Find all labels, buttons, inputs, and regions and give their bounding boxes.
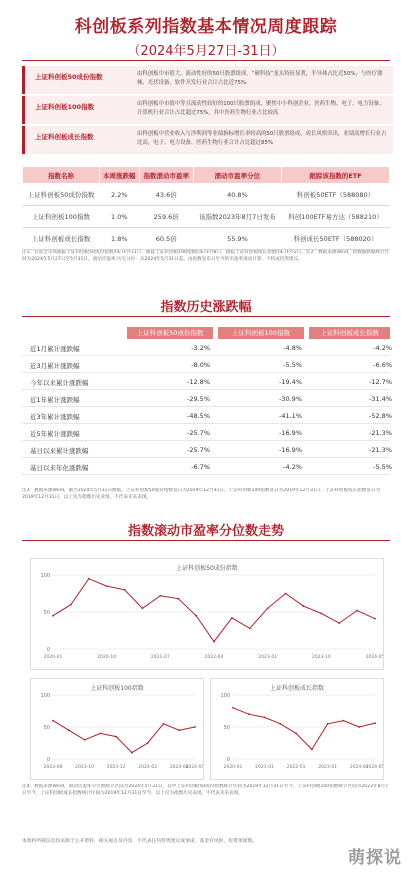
history-row (22, 358, 390, 373)
cell: 55.9% (193, 228, 281, 250)
history-row-label: 近1年累计涨跌幅 (30, 396, 80, 404)
table-row (23, 206, 390, 228)
x-tick-label: 2020-01 (43, 655, 63, 660)
x-tick-label: 2020-10 (97, 655, 117, 660)
cell: 2.2% (99, 184, 139, 206)
summary-table (22, 166, 390, 250)
data-point (124, 589, 126, 591)
history-value: -4.8% (283, 344, 302, 352)
history-value: -12.8% (187, 378, 210, 386)
x-tick-label: 2022-01 (286, 765, 306, 770)
divider (22, 60, 390, 61)
cell: 科创板50ETF（588080） (282, 184, 390, 206)
th-pe: 指数滚动市盈率 (139, 167, 193, 184)
history-row (22, 409, 390, 424)
index-desc: 由科创板中市值大、流动性好的50只股票组成，“硬科技”龙头特征显著，半导体占比近50%，与医疗器械、光伏设备、软件开发行业合计占比近75% (137, 71, 383, 86)
history-columns (22, 327, 390, 339)
x-tick-label: 2023-01 (318, 765, 338, 770)
index-name: 上证科创板100指数 (35, 103, 95, 111)
history-row-label: 近3年累计涨跌幅 (30, 413, 80, 421)
history-value: -19.4% (279, 378, 302, 386)
y-tick-label: 0 (46, 757, 50, 763)
th-etf: 跟踪该指数的ETF (282, 167, 390, 184)
cell: 1.8% (99, 228, 139, 250)
series-line (53, 721, 195, 753)
history-value: -31.4% (369, 395, 392, 403)
chart-title: 上证科创板50成份指数 (176, 565, 238, 572)
cell: 40.8% (193, 184, 281, 206)
x-tick-label: 2024-02 (138, 765, 158, 770)
cell: 科创100ETF易方达（588210） (282, 206, 390, 228)
data-point (163, 723, 165, 725)
data-point (52, 720, 54, 722)
divider (22, 540, 390, 541)
y-tick-label: 50 (43, 610, 50, 616)
index-intro-50 (22, 66, 393, 94)
col-head: 上证科创板100指数 (218, 327, 304, 339)
index-name: 上证科创板成长指数 (35, 133, 94, 141)
history-value: -52.8% (369, 412, 392, 420)
history-value: -4.2% (283, 463, 302, 471)
data-point (99, 733, 101, 735)
chart-title: 上证科创板100指数 (90, 685, 144, 692)
history-row (22, 341, 390, 356)
pe-chart-50 (31, 559, 383, 669)
y-tick-label: 50 (223, 725, 230, 731)
data-point (68, 729, 70, 731)
history-value: -4.2% (373, 344, 392, 352)
history-title: 指数历史涨跌幅 (160, 300, 252, 315)
history-row-label: 近5年累计涨跌幅 (30, 430, 80, 438)
history-value: -16.9% (279, 446, 302, 454)
series-line (233, 708, 375, 750)
history-value: -30.9% (279, 395, 302, 403)
index-desc: 由科创板中营业收入与净利润等业绩指标增长率较高的50只股票组成，成长风格突出，业绩高增长行业占比高，电子、电力设备、医药生物行业合计占比超过85% (137, 131, 387, 146)
data-point (356, 610, 358, 612)
history-value: -3.2% (191, 344, 210, 352)
notes-bottom: 注4：数据来源Wind，滚动市盈率分位数统计区间为2024年5月31日，其中上证科创板50成份指数统计区间为2019年12月31日至今，上证科创板100指数统计区间为2023年8月7日至今，上证科创板成长指数统计区间为2019年12月31日至今，以上仅为指数历史表现，不代表未来表现。 (22, 784, 389, 796)
pe-section-title: 指数滚动市盈率分位数走势 (127, 524, 284, 539)
table-row (23, 184, 390, 206)
date-range: （2024年5月27日-31日） (127, 44, 285, 59)
x-tick-label: 2023-08 (43, 765, 63, 770)
index-intro-100 (22, 96, 393, 124)
data-point (213, 641, 215, 643)
data-point (267, 607, 269, 609)
chart-box-50 (30, 558, 384, 670)
history-value: -5.5% (283, 361, 302, 369)
divider (22, 316, 390, 317)
data-point (343, 720, 345, 722)
history-value: -21.3% (369, 446, 392, 454)
y-tick-label: 0 (46, 647, 50, 653)
cell: 上证科创板50成份指数 (23, 184, 100, 206)
cell: 259.6倍 (139, 206, 193, 228)
data-point (231, 617, 233, 619)
data-point (88, 578, 90, 580)
chart-title: 上证科创板成长指数 (269, 685, 324, 692)
cell: 上证科创板成长指数 (23, 228, 100, 250)
history-row-label: 近3月累计涨跌幅 (30, 362, 80, 370)
series-line (53, 579, 375, 642)
data-point (70, 604, 72, 606)
index-intro-growth (22, 126, 393, 154)
history-value: -5.5% (373, 463, 392, 471)
history-row (22, 443, 390, 458)
data-point (320, 613, 322, 615)
table-row (23, 228, 390, 250)
x-tick-label: 2024-04 (169, 765, 189, 770)
x-tick-label: 2023-10 (75, 765, 94, 770)
data-point (178, 729, 180, 731)
x-tick-label: 2024-05 (185, 765, 203, 770)
y-tick-label: 50 (43, 725, 50, 731)
data-point (303, 605, 305, 607)
data-point (327, 723, 329, 725)
history-value: -16.9% (279, 429, 302, 437)
history-row (22, 392, 390, 407)
history-value: -12.7% (369, 378, 392, 386)
x-tick-label: 2023-12 (106, 765, 126, 770)
cell: 43.6倍 (139, 184, 193, 206)
x-tick-label: 2021-07 (150, 655, 170, 660)
history-row-label: 基日以来年化涨跌幅 (30, 464, 89, 472)
data-point (131, 752, 133, 754)
history-value: -6.6% (373, 361, 392, 369)
cell: 1.0% (99, 206, 139, 228)
x-tick-label: 2023-10 (311, 655, 331, 660)
history-row (22, 375, 390, 390)
cell: 该指数2023年8月7日发布 (193, 206, 281, 228)
notes-mid: 注3：数据来源Wind，截至2024年5月31日数据。上证科创板50成份指数基日为2019年12月31日，上证科创板100指数基日为2019年12月31日，上证科创板成长指数基日为2019年12月31日，以上仅为指数历史业绩，不代表未来表现。 (22, 488, 381, 500)
y-tick-label: 100 (40, 693, 50, 699)
data-point (115, 736, 117, 738)
cell: 60.5倍 (139, 228, 193, 250)
history-value: -48.5% (187, 412, 210, 420)
data-point (279, 723, 281, 725)
th-change: 本周涨跌幅 (99, 167, 139, 184)
history-row-label: 基日以来累计涨跌幅 (30, 447, 89, 455)
history-value: -6.7% (191, 463, 210, 471)
data-point (159, 595, 161, 597)
x-tick-label: 2022-04 (204, 655, 224, 660)
footer: 本资料所载信息均来源于公开资料，相关观点及内容，不代表任何投资建议或承诺。基金有风险，投资须谨慎。 (22, 839, 258, 844)
col-head: 上证科创板50成份指数 (127, 327, 213, 339)
history-value: -25.7% (187, 446, 210, 454)
data-point (338, 622, 340, 624)
data-point (195, 615, 197, 617)
data-point (194, 726, 196, 728)
logo: 萌探说 (348, 848, 402, 868)
notes-top: 注1：目前全市场跟踪上证科创板50成份指数的ETF共11只，跟踪上证科创板100指数的ETF共8只，跟踪上证科创板成长指数的ETF共2只。注2：数据来源Wind，指数涨跌幅统计区间为2024年5月27日至5月31日。滚动市盈率·历史分位：从2024年5月31日起，由指数发布日至今的市盈率滚动计算，不构成投资建议。 (22, 250, 390, 262)
data-point (264, 717, 266, 719)
x-tick-label: 2020-01 (223, 765, 243, 770)
pe-chart-100 (31, 679, 203, 779)
data-point (232, 707, 234, 709)
data-point (358, 726, 360, 728)
th-percentile: 滚动市盈率分位 (193, 167, 281, 184)
cell: 科创成长50ETF（588020） (282, 228, 390, 250)
index-desc: 由科创板中市值中等且流动性较好的100只股票组成，聚焦中小科创企业，医药生物、电子、电力设备、计算机行业合计占比超过75%，其中医药生物行业占比较高 (137, 101, 385, 116)
data-point (374, 722, 376, 724)
history-value: -41.1% (279, 412, 302, 420)
history-value: -25.7% (187, 429, 210, 437)
th-name: 指数名称 (23, 167, 100, 184)
cell: 上证科创板100指数 (23, 206, 100, 228)
chart-box-growth (210, 678, 384, 780)
index-name: 上证科创板50成份指数 (35, 73, 103, 81)
x-tick-label: 2024-01 (349, 765, 369, 770)
history-row-label: 今年以来累计涨跌幅 (30, 379, 89, 387)
history-value: -8.0% (191, 361, 210, 369)
data-point (177, 598, 179, 600)
pe-chart-growth (211, 679, 383, 779)
history-row-label: 近1月累计涨跌幅 (30, 345, 80, 353)
x-tick-label: 2024-05 (365, 655, 383, 660)
data-point (84, 739, 86, 741)
data-point (106, 585, 108, 587)
data-point (249, 627, 251, 629)
data-point (374, 618, 376, 620)
data-point (295, 733, 297, 735)
data-point (248, 713, 250, 715)
x-tick-label: 2023-01 (258, 655, 278, 660)
data-point (52, 615, 54, 617)
data-point (311, 749, 313, 751)
history-value: -29.5% (187, 395, 210, 403)
data-point (142, 607, 144, 609)
y-tick-label: 0 (226, 757, 230, 763)
col-head: 上证科创板成长指数 (309, 327, 390, 339)
history-row (22, 426, 390, 441)
data-point (285, 593, 287, 595)
y-tick-label: 100 (40, 573, 50, 579)
x-tick-label: 2021-01 (255, 765, 274, 770)
history-row (22, 460, 390, 475)
chart-box-100 (30, 678, 204, 780)
x-tick-label: 2024-05 (365, 765, 383, 770)
data-point (147, 742, 149, 744)
history-value: -21.3% (369, 429, 392, 437)
y-tick-label: 100 (220, 693, 230, 699)
page-title: 科创板系列指数基本情况周度跟踪 (74, 17, 338, 37)
